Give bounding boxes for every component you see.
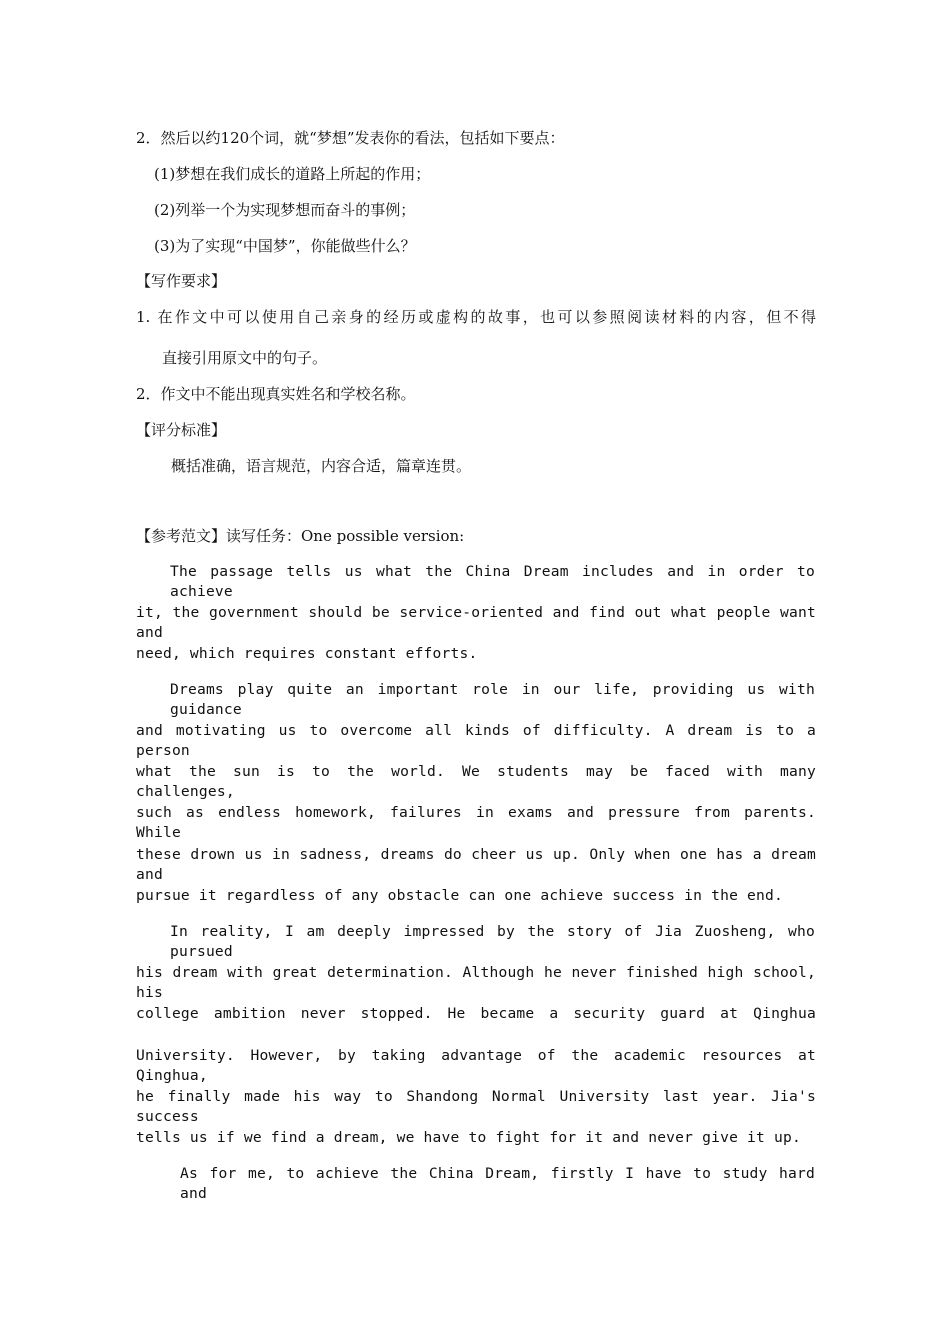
scoring-text: 概括准确，语言规范，内容合适，篇章连贯。	[171, 457, 472, 475]
requirement-2: 2．作文中不能出现真实姓名和学校名称。	[136, 385, 416, 403]
sample-line: tells us if we find a dream, we have to fight for it and never give it up.	[136, 1129, 801, 1146]
sample-line: college ambition never stopped. He became a security guard at Qinghua	[136, 1005, 816, 1022]
sample-line: As for me, to achieve the China Dream, firstly I have to study hard and	[180, 1165, 815, 1202]
sample-line: University. However, by taking advantage of the academic resources at Qinghua,	[136, 1047, 816, 1084]
sample-line: Dreams play quite an important role in our life, providing us with guidance	[170, 681, 815, 718]
sample-line: these drown us in sadness, dreams do cheer us up. Only when one has a dream and	[136, 846, 816, 883]
sub-point-3: (3)为了实现“中国梦”，你能做些什么？	[154, 237, 416, 255]
sample-line: he finally made his way to Shandong Normal University last year. Jia's success	[136, 1088, 816, 1125]
task-point-2: 2．然后以约120个词，就“梦想”发表你的看法，包括如下要点：	[136, 129, 565, 147]
sample-line: his dream with great determination. Although he never finished high school, his	[136, 964, 816, 1001]
sub-point-2: (2)列举一个为实现梦想而奋斗的事例；	[154, 201, 416, 219]
sample-line: In reality, I am deeply impressed by the story of Jia Zuosheng, who pursued	[170, 923, 815, 960]
sample-line: need, which requires constant efforts.	[136, 645, 478, 662]
sample-line: such as endless homework, failures in exams and pressure from parents. While	[136, 804, 816, 841]
sub-point-1: (1)梦想在我们成长的道路上所起的作用；	[154, 165, 431, 183]
sample-heading: 【参考范文】读写任务：One possible version:	[136, 527, 465, 545]
requirement-1-line-2: 直接引用原文中的句子。	[162, 349, 328, 367]
writing-requirements-heading: 【写作要求】	[136, 272, 227, 290]
sample-line: The passage tells us what the China Dream includes and in order to achieve	[170, 563, 815, 600]
sample-line: and motivating us to overcome all kinds of difficulty. A dream is to a person	[136, 722, 816, 759]
scoring-heading: 【评分标准】	[136, 421, 227, 439]
sample-line: it, the government should be service-oriented and find out what people want and	[136, 604, 816, 641]
sample-line: what the sun is to the world. We students may be faced with many challenges,	[136, 763, 816, 800]
requirement-1-line-1: 1. 在作文中可以使用自己亲身的经历或虚构的故事，也可以参照阅读材料的内容，但不得	[136, 308, 816, 326]
sample-line: pursue it regardless of any obstacle can one achieve success in the end.	[136, 887, 784, 904]
